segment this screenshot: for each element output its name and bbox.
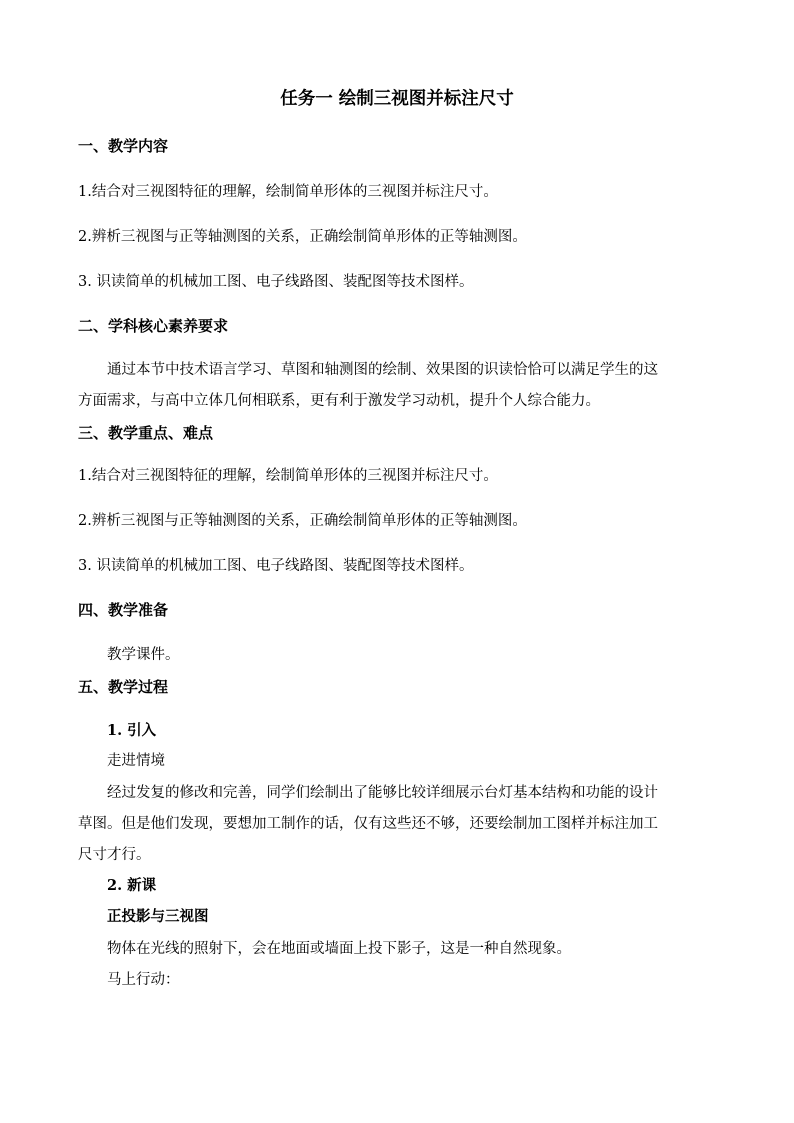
- section-heading-literacy: 二、学科核心素养要求: [78, 317, 229, 335]
- document-title: 任务一 绘制三视图并标注尺寸: [280, 89, 514, 109]
- literacy-paragraph-line-1: 通过本节中技术语言学习、草图和轴测图的绘制、效果图的识读恰恰可以满足学生的这: [107, 362, 658, 378]
- section-heading-process: 五、教学过程: [78, 678, 169, 696]
- section-heading-keypoints: 三、教学重点、难点: [78, 424, 214, 442]
- process-step-1-subtitle: 走进情境: [107, 753, 165, 769]
- process-paragraph-line-2: 草图。但是他们发现，要想加工制作的话，仅有这些还不够，还要绘制加工图样并标注加工: [78, 816, 658, 832]
- process-step-2-action: 马上行动：: [107, 972, 180, 988]
- process-step-2-text: 物体在光线的照射下，会在地面或墙面上投下影子，这是一种自然现象。: [107, 941, 571, 957]
- process-step-2-title: 2. 新课: [107, 877, 157, 894]
- keypoint-item-1: 1.结合对三视图特征的理解，绘制简单形体的三视图并标注尺寸。: [78, 468, 498, 484]
- process-step-1-title: 1. 引入: [107, 722, 157, 739]
- process-step-2-subtitle: 正投影与三视图: [107, 908, 209, 925]
- section-heading-preparation: 四、教学准备: [78, 601, 169, 619]
- process-paragraph-line-3: 尺寸才行。: [78, 847, 151, 863]
- preparation-text: 教学课件。: [107, 647, 180, 663]
- content-item-3: 3. 识读简单的机械加工图、电子线路图、装配图等技术图样。: [78, 274, 474, 290]
- content-item-2: 2.辨析三视图与正等轴测图的关系，正确绘制简单形体的正等轴测图。: [78, 229, 527, 245]
- keypoint-item-2: 2.辨析三视图与正等轴测图的关系，正确绘制简单形体的正等轴测图。: [78, 513, 527, 529]
- process-paragraph-line-1: 经过发复的修改和完善，同学们绘制出了能够比较详细展示台灯基本结构和功能的设计: [107, 785, 658, 801]
- literacy-paragraph-line-2: 方面需求，与高中立体几何相联系，更有利于激发学习动机，提升个人综合能力。: [78, 393, 600, 409]
- content-item-1: 1.结合对三视图特征的理解，绘制简单形体的三视图并标注尺寸。: [78, 184, 498, 200]
- section-heading-content: 一、教学内容: [78, 137, 169, 155]
- keypoint-item-3: 3. 识读简单的机械加工图、电子线路图、装配图等技术图样。: [78, 558, 474, 574]
